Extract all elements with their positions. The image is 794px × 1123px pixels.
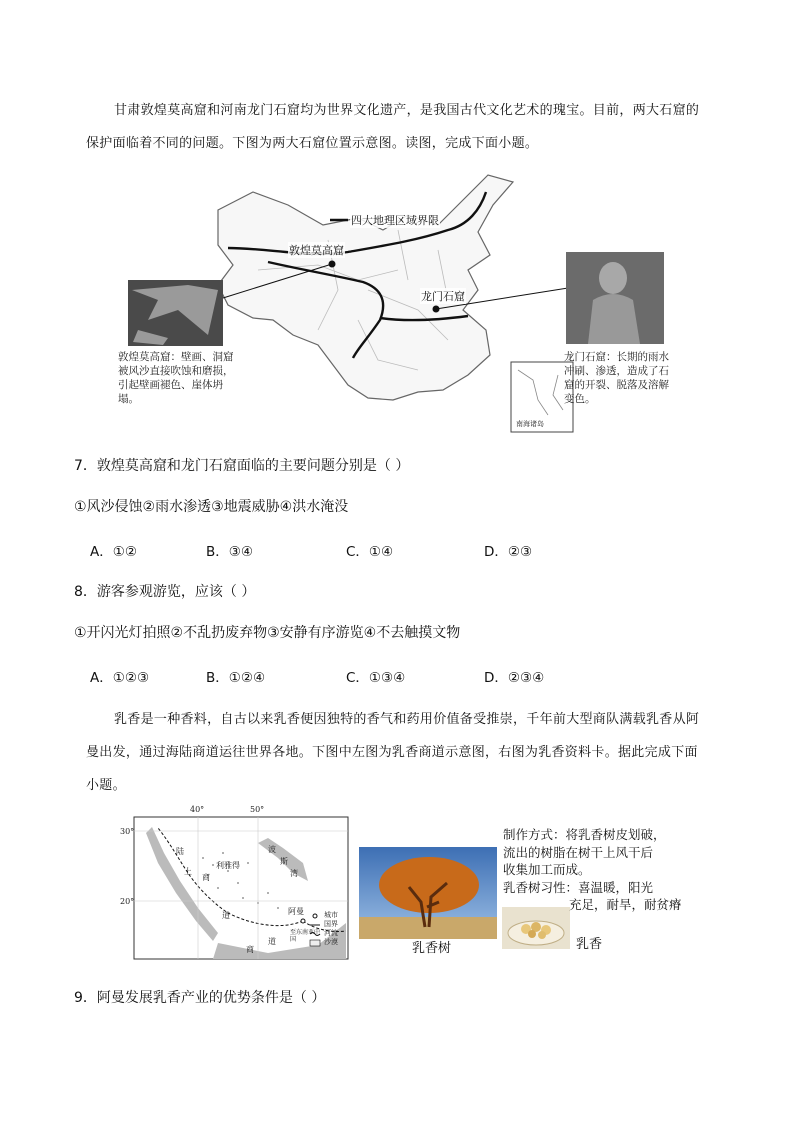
legend-border-label: 国界 <box>324 920 338 928</box>
lon-50-label: 50° <box>250 805 265 814</box>
q8-option-b[interactable]: B．①②④ <box>206 670 266 686</box>
route-label-shang-1: 上 <box>184 867 192 876</box>
china-outline <box>218 175 513 400</box>
lat-30-label: 30° <box>120 827 135 836</box>
passage-1-line-1: 甘肃敦煌莫高窟和河南龙门石窟均为世界文化遗产，是我国古代文化艺术的瑰宝。目前，两大石窟的 <box>114 103 700 118</box>
route-map-drawing <box>118 803 358 963</box>
passage-2-line-1: 乳香是一种香料，自古以来乳香便因独特的香气和药用价值备受推崇，千年前大型商队满载乳香从阿 <box>114 712 700 727</box>
frankincense-info-card <box>503 826 703 914</box>
question-7-items: ①风沙侵蚀②雨水渗透③地震威胁④洪水淹没 <box>74 499 349 515</box>
legend-city-label: 城市 <box>324 911 338 919</box>
legend-label: 四大地理区域界限 <box>351 214 439 227</box>
route-label-dao-1: 道 <box>222 911 230 920</box>
gulf-label-bo: 波 <box>268 845 276 854</box>
tree-photo-drawing <box>359 847 497 939</box>
resin-piece-4 <box>528 930 536 938</box>
inset-label: 南海诸岛 <box>516 420 544 428</box>
dunhuang-caption: 敦煌莫高窟：壁画、洞窟被风沙直接吹蚀和磨损，引起壁画褪色、崖体坍塌。 <box>118 351 234 405</box>
q8-option-a[interactable]: A．①②③ <box>90 670 150 686</box>
passage-2-line-3: 小题。 <box>86 778 126 793</box>
passage-2 <box>86 703 726 802</box>
question-7-stem: 7．敦煌莫高窟和龙门石窟面临的主要问题分别是（ ） <box>74 458 410 474</box>
q7-option-c[interactable]: C．①④ <box>346 544 394 560</box>
passage-1-line-2: 保护面临着不同的问题。下图为两大石窟位置示意图。读图，完成下面小题。 <box>86 136 539 151</box>
legend-desert-label: 沙漠 <box>324 938 338 946</box>
riyadh-label: 利雅得 <box>216 861 240 870</box>
resin-piece-5 <box>538 931 546 939</box>
card-line-3: 收集加工而成。 <box>503 862 591 877</box>
longmen-label: 龙门石窟 <box>421 290 465 303</box>
oman-label: 阿曼 <box>288 907 304 916</box>
buddha-body <box>588 294 640 344</box>
sea-label-dao: 道 <box>268 937 276 946</box>
dunhuang-label: 敦煌莫高窟 <box>289 244 344 257</box>
question-9-stem: 9．阿曼发展乳香产业的优势条件是（ ） <box>74 990 326 1006</box>
lat-20-label: 20° <box>120 897 135 906</box>
tree-caption: 乳香树 <box>412 941 452 956</box>
question-8-stem: 8．游客参观游览，应该（ ） <box>74 584 256 600</box>
card-line-1: 制作方式：将乳香树皮划破， <box>503 827 666 842</box>
asia-china-label: 至东南亚中国 <box>290 929 321 943</box>
longmen-caption: 龙门石窟：长期的雨水冲刷、渗透，造成了石窟的开裂、脱落及溶解变色。 <box>564 351 669 405</box>
lon-40-label: 40° <box>190 805 205 814</box>
route-label-lu: 陆 <box>176 847 184 856</box>
q7-option-b[interactable]: B．③④ <box>206 544 253 560</box>
sea-label-shang: 商 <box>246 945 254 954</box>
frankincense-tree-photo <box>359 847 497 939</box>
legend-river-label: 河流 <box>324 929 338 937</box>
q8-option-c[interactable]: C．①③④ <box>346 670 406 686</box>
gulf-label-si: 斯 <box>280 857 288 866</box>
passage-1 <box>86 94 726 160</box>
frankincense-route-map <box>118 803 358 963</box>
buddha-head <box>599 262 627 294</box>
question-8-items: ①开闪光灯拍照②不乱扔废弃物③安静有序游览④不去触摸文物 <box>74 625 461 641</box>
q7-option-a[interactable]: A．①② <box>90 544 137 560</box>
grotto-location-map <box>118 170 678 435</box>
resin-caption: 乳香 <box>576 937 603 952</box>
route-label-shang-2: 商 <box>202 873 210 882</box>
gulf-label-wan: 湾 <box>290 869 298 878</box>
legend-city-symbol <box>313 914 317 918</box>
oman-city <box>301 919 305 923</box>
card-line-4: 乳香树习性：喜温暖，阳光 <box>503 879 654 895</box>
card-line-2: 流出的树脂在树干上风干后 <box>503 844 654 860</box>
card-line-5: 充足，耐旱，耐贫瘠 <box>569 897 682 912</box>
q8-option-d[interactable]: D．②③④ <box>484 670 545 686</box>
passage-2-line-2: 曼出发，通过海陆商道运往世界各地。下图中左图为乳香商道示意图，右图为乳香资料卡。据此完成下面 <box>86 745 698 760</box>
q7-option-d[interactable]: D．②③ <box>484 544 533 560</box>
